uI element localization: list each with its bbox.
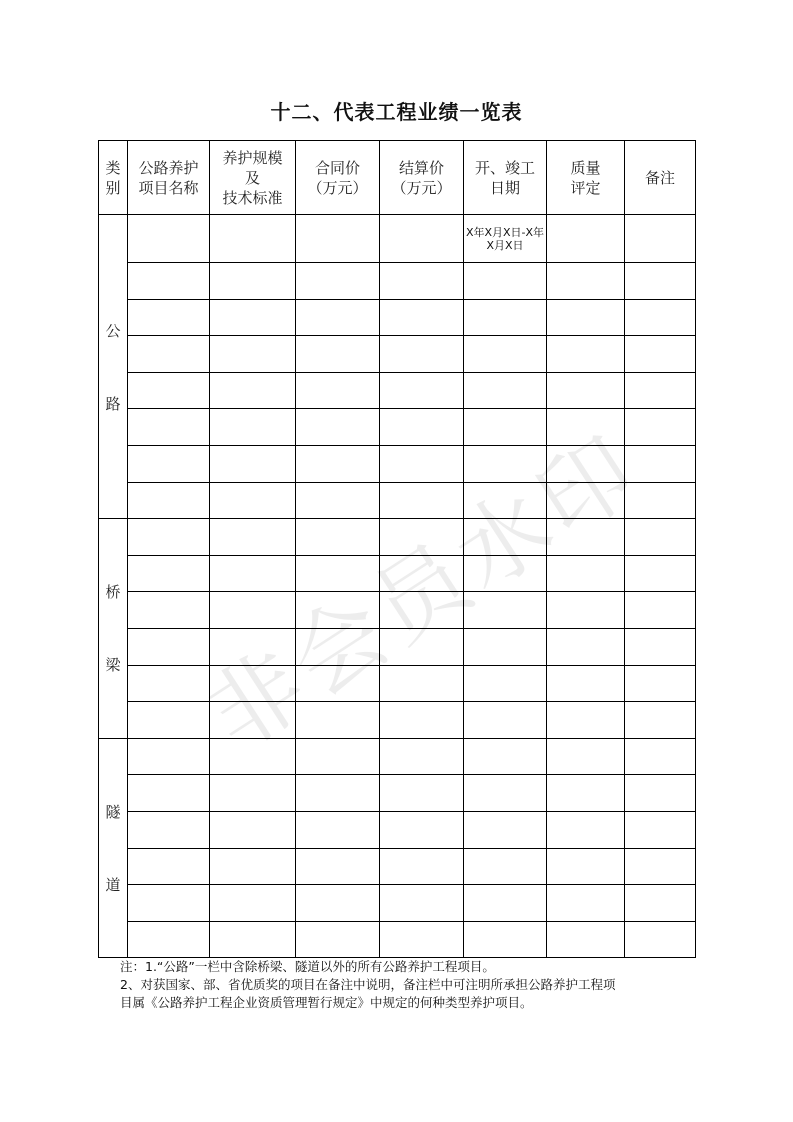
cell-input[interactable]: [547, 738, 625, 775]
table-row: [99, 665, 696, 702]
cell-input[interactable]: [380, 811, 464, 848]
cell-input[interactable]: [128, 299, 210, 336]
cell-input[interactable]: [547, 409, 625, 446]
cell-input[interactable]: [296, 885, 380, 922]
cell-input[interactable]: [210, 665, 296, 702]
table-row: [99, 592, 696, 629]
cell-input[interactable]: [128, 885, 210, 922]
table-row: [99, 263, 696, 300]
cell-input[interactable]: [210, 372, 296, 409]
cell-input[interactable]: [128, 848, 210, 885]
cell-input[interactable]: [547, 519, 625, 556]
cell-input[interactable]: [464, 409, 547, 446]
cell-input[interactable]: [464, 921, 547, 958]
cell-input[interactable]: [128, 811, 210, 848]
header-scale-standard: 养护规模 及 技术标准: [210, 141, 296, 215]
cell-input[interactable]: [296, 482, 380, 519]
cell-input[interactable]: [128, 628, 210, 665]
page-title: 十二、代表工程业绩一览表: [270, 100, 523, 124]
cell-input[interactable]: [547, 263, 625, 300]
cell-input[interactable]: [128, 215, 210, 263]
table-row: [99, 215, 696, 263]
cell-input[interactable]: [380, 848, 464, 885]
header-row: [99, 141, 696, 215]
table-row: [99, 336, 696, 373]
cell-input[interactable]: [625, 482, 696, 519]
cell-input[interactable]: [464, 519, 547, 556]
cell-input[interactable]: [464, 555, 547, 592]
cell-input[interactable]: [464, 848, 547, 885]
cell-input[interactable]: [547, 811, 625, 848]
cell-input[interactable]: [380, 409, 464, 446]
table-row: [99, 848, 696, 885]
cell-input[interactable]: [128, 738, 210, 775]
cell-input[interactable]: [128, 592, 210, 629]
cell-input[interactable]: [547, 921, 625, 958]
cell-input[interactable]: [464, 811, 547, 848]
cell-input[interactable]: [296, 372, 380, 409]
section-label-tunnel: 隧 道: [99, 738, 128, 958]
cell-input[interactable]: [210, 775, 296, 812]
cell-input[interactable]: [464, 263, 547, 300]
cell-input[interactable]: [210, 445, 296, 482]
cell-input[interactable]: [210, 738, 296, 775]
cell-input[interactable]: [547, 555, 625, 592]
performance-table: [98, 140, 696, 958]
cell-input[interactable]: [296, 775, 380, 812]
cell-input[interactable]: [296, 555, 380, 592]
cell-input[interactable]: [625, 445, 696, 482]
cell-input[interactable]: [625, 519, 696, 556]
cell-input[interactable]: [296, 336, 380, 373]
cell-input[interactable]: [380, 775, 464, 812]
cell-input[interactable]: [128, 336, 210, 373]
header-settlement-price: 结算价 （万元）: [380, 141, 464, 215]
cell-input[interactable]: [625, 848, 696, 885]
cell-input[interactable]: [464, 738, 547, 775]
cell-input[interactable]: [380, 263, 464, 300]
cell-input[interactable]: [210, 482, 296, 519]
cell-input[interactable]: [464, 702, 547, 739]
table-row: [99, 409, 696, 446]
cell-input[interactable]: [547, 702, 625, 739]
cell-input[interactable]: [625, 592, 696, 629]
cell-input[interactable]: [464, 628, 547, 665]
watermark: 非会员水印: [189, 413, 659, 771]
footnote-line: 目属《公路养护工程企业资质管理暂行规定》中规定的何种类型养护项目。: [120, 995, 533, 1010]
cell-input[interactable]: [625, 409, 696, 446]
cell-input[interactable]: [625, 775, 696, 812]
header-category: 类 别: [99, 141, 128, 215]
cell-input[interactable]: [625, 811, 696, 848]
cell-input[interactable]: [128, 921, 210, 958]
cell-input[interactable]: [380, 555, 464, 592]
cell-input[interactable]: [547, 885, 625, 922]
footnote-line: 2、对获国家、部、省优质奖的项目在备注中说明，备注栏中可注明所承担公路养护工程项: [120, 977, 616, 992]
cell-input[interactable]: [547, 628, 625, 665]
cell-input[interactable]: [547, 215, 625, 263]
cell-input[interactable]: [128, 445, 210, 482]
cell-input[interactable]: [464, 775, 547, 812]
cell-input[interactable]: [380, 628, 464, 665]
cell-input[interactable]: [210, 885, 296, 922]
table-row: [99, 555, 696, 592]
cell-input[interactable]: [625, 372, 696, 409]
cell-input[interactable]: [547, 482, 625, 519]
cell-input[interactable]: [128, 482, 210, 519]
cell-input[interactable]: [210, 702, 296, 739]
cell-input[interactable]: [380, 738, 464, 775]
cell-input[interactable]: [464, 482, 547, 519]
cell-input[interactable]: [380, 336, 464, 373]
header-project-name: 公路养护 项目名称: [128, 141, 210, 215]
table-row: [99, 628, 696, 665]
cell-input[interactable]: [464, 885, 547, 922]
header-remarks: 备注: [625, 141, 696, 215]
cell-input[interactable]: [210, 519, 296, 556]
section-label-road: 公 路: [99, 215, 128, 519]
footnotes: [120, 958, 690, 1012]
cell-input[interactable]: [464, 665, 547, 702]
cell-input[interactable]: [210, 299, 296, 336]
cell-input[interactable]: [625, 215, 696, 263]
table-row: [99, 738, 696, 775]
cell-input[interactable]: [296, 628, 380, 665]
table-row: [99, 299, 696, 336]
cell-input[interactable]: [380, 519, 464, 556]
cell-input[interactable]: [210, 848, 296, 885]
table-row: [99, 775, 696, 812]
table-row: [99, 445, 696, 482]
table-row: [99, 482, 696, 519]
cell-input[interactable]: [464, 372, 547, 409]
cell-input[interactable]: [380, 592, 464, 629]
cell-input[interactable]: [547, 336, 625, 373]
cell-input[interactable]: [625, 702, 696, 739]
cell-input[interactable]: [296, 263, 380, 300]
cell-input[interactable]: [464, 299, 547, 336]
cell-input[interactable]: [380, 299, 464, 336]
cell-input[interactable]: [296, 215, 380, 263]
cell-input[interactable]: [128, 555, 210, 592]
cell-input[interactable]: [380, 702, 464, 739]
cell-input[interactable]: [547, 665, 625, 702]
cell-input[interactable]: [128, 372, 210, 409]
cell-input[interactable]: [210, 263, 296, 300]
cell-input[interactable]: [380, 665, 464, 702]
table-row: [99, 519, 696, 556]
cell-input[interactable]: [210, 628, 296, 665]
cell-input[interactable]: [625, 263, 696, 300]
cell-input[interactable]: [380, 921, 464, 958]
header-contract-price: 合同价 （万元）: [296, 141, 380, 215]
cell-input[interactable]: [464, 445, 547, 482]
header-quality: 质量 评定: [547, 141, 625, 215]
cell-input[interactable]: [296, 445, 380, 482]
cell-input[interactable]: [128, 775, 210, 812]
cell-input[interactable]: [547, 372, 625, 409]
cell-input[interactable]: [210, 921, 296, 958]
header-dates: 开、竣工 日期: [464, 141, 547, 215]
cell-input[interactable]: [128, 263, 210, 300]
table-row: [99, 372, 696, 409]
cell-input[interactable]: [210, 336, 296, 373]
table-row: [99, 811, 696, 848]
cell-input[interactable]: [464, 592, 547, 629]
table-body: [99, 215, 696, 958]
cell-input[interactable]: [625, 299, 696, 336]
cell-input[interactable]: [128, 665, 210, 702]
cell-input[interactable]: [625, 885, 696, 922]
cell-input[interactable]: [625, 921, 696, 958]
cell-input[interactable]: [210, 409, 296, 446]
cell-input[interactable]: [464, 336, 547, 373]
cell-input[interactable]: [128, 409, 210, 446]
table-row: [99, 702, 696, 739]
footnote-line: 注：1.“公路”一栏中含除桥梁、隧道以外的所有公路养护工程项目。: [120, 959, 495, 974]
cell-input[interactable]: [296, 665, 380, 702]
cell-input[interactable]: [625, 738, 696, 775]
cell-input[interactable]: [210, 811, 296, 848]
cell-input[interactable]: [296, 921, 380, 958]
cell-input[interactable]: [625, 665, 696, 702]
cell-input[interactable]: [210, 555, 296, 592]
cell-input[interactable]: [296, 519, 380, 556]
cell-input[interactable]: [547, 848, 625, 885]
cell-input[interactable]: [296, 811, 380, 848]
cell-input[interactable]: [625, 555, 696, 592]
cell-input[interactable]: [296, 299, 380, 336]
cell-input[interactable]: [547, 592, 625, 629]
cell-input[interactable]: [210, 592, 296, 629]
cell-input[interactable]: [296, 409, 380, 446]
cell-input[interactable]: [296, 848, 380, 885]
cell-input[interactable]: [547, 775, 625, 812]
table-row: [99, 885, 696, 922]
cell-input[interactable]: [210, 215, 296, 263]
table-row: [99, 921, 696, 958]
cell-input[interactable]: [380, 482, 464, 519]
cell-input[interactable]: [547, 445, 625, 482]
cell-input[interactable]: [625, 336, 696, 373]
cell-input[interactable]: [380, 885, 464, 922]
cell-input[interactable]: [625, 628, 696, 665]
cell-input[interactable]: [380, 215, 464, 263]
cell-input[interactable]: [128, 519, 210, 556]
cell-input[interactable]: [296, 592, 380, 629]
cell-input[interactable]: [128, 702, 210, 739]
cell-input[interactable]: [380, 445, 464, 482]
cell-input[interactable]: [380, 372, 464, 409]
cell-input[interactable]: [296, 738, 380, 775]
cell-input[interactable]: [547, 299, 625, 336]
cell-input[interactable]: [296, 702, 380, 739]
date-range-cell[interactable]: X年X月X日-X年X月X日: [464, 215, 547, 263]
section-label-bridge: 桥 梁: [99, 519, 128, 739]
